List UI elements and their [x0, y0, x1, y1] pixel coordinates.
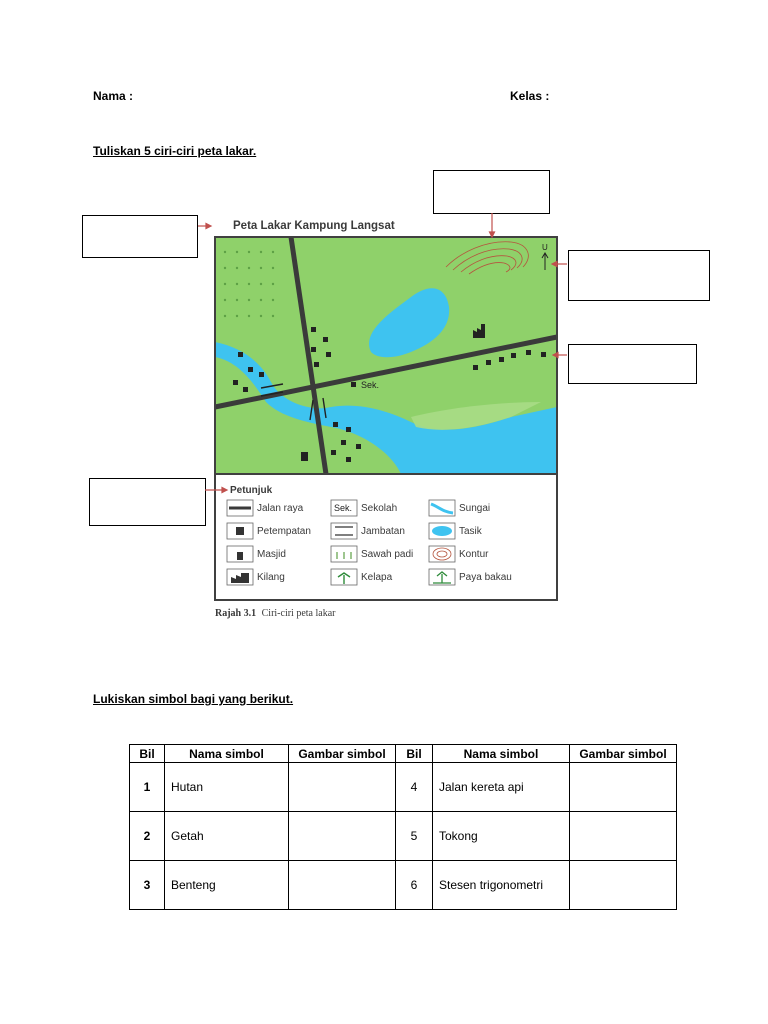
caption-bold: Rajah 3.1 [215, 608, 257, 619]
symbol-name: Getah [165, 812, 289, 861]
arrow-head-legend [222, 488, 227, 493]
legend-label: Jalan raya [257, 503, 304, 514]
row-number: 2 [130, 812, 165, 861]
symbol-table [129, 744, 677, 910]
table-row [130, 763, 677, 812]
table-row [130, 861, 677, 910]
class-label: Kelas : [510, 89, 550, 103]
row-number: 6 [396, 861, 433, 910]
symbol-name: Benteng [165, 861, 289, 910]
north-label: U [542, 243, 548, 252]
symbol-drawing-cell[interactable] [570, 763, 677, 812]
legend-label: Kelapa [361, 572, 393, 583]
legend-label: Sekolah [361, 503, 398, 514]
row-number: 5 [396, 812, 433, 861]
symbol-name: Stesen trigonometri [433, 861, 570, 910]
header-bil-1: Bil [130, 745, 165, 763]
caption-text: Ciri-ciri peta lakar [261, 608, 336, 619]
arrow-head-symbol [553, 353, 558, 358]
arrow-head-north [552, 262, 557, 267]
map-title: Peta Lakar Kampung Langsat [233, 220, 395, 232]
header-nama-simbol-1: Nama simbol [165, 745, 289, 763]
symbol-drawing-cell[interactable] [570, 861, 677, 910]
symbol-name: Hutan [165, 763, 289, 812]
legend-label: Masjid [257, 549, 286, 560]
table-row [130, 812, 677, 861]
arrow-head-contour [490, 232, 495, 237]
symbol-drawing-cell[interactable] [289, 812, 396, 861]
school-label: Sek. [361, 380, 380, 390]
legend-title: Petunjuk [230, 485, 273, 496]
row-number: 4 [396, 763, 433, 812]
school-badge: Sek. [334, 503, 353, 513]
legend-label: Paya bakau [459, 572, 512, 583]
header-gambar-simbol-2: Gambar simbol [570, 745, 677, 763]
symbol-drawing-cell[interactable] [289, 763, 396, 812]
legend-label: Kilang [257, 572, 285, 583]
symbol-drawing-cell[interactable] [570, 812, 677, 861]
section1-instruction: Tuliskan 5 ciri-ciri peta lakar. [93, 144, 257, 158]
legend-label: Tasik [459, 526, 482, 537]
legend-label: Kontur [459, 549, 489, 560]
header-gambar-simbol-1: Gambar simbol [289, 745, 396, 763]
legend-label: Jambatan [361, 526, 405, 537]
legend-label: Sawah padi [361, 549, 414, 560]
symbol-name: Jalan kereta api [433, 763, 570, 812]
section2-instruction: Lukiskan simbol bagi yang berikut. [93, 692, 294, 706]
symbol-name: Tokong [433, 812, 570, 861]
header-bil-2: Bil [396, 745, 433, 763]
legend-label: Sungai [459, 503, 491, 514]
row-number: 3 [130, 861, 165, 910]
arrow-head-title [206, 224, 211, 229]
legend-label: Petempatan [257, 526, 311, 537]
table-header-row [130, 745, 677, 763]
symbol-drawing-cell[interactable] [289, 861, 396, 910]
header-nama-simbol-2: Nama simbol [433, 745, 570, 763]
row-number: 1 [130, 763, 165, 812]
name-label: Nama : [93, 89, 134, 103]
